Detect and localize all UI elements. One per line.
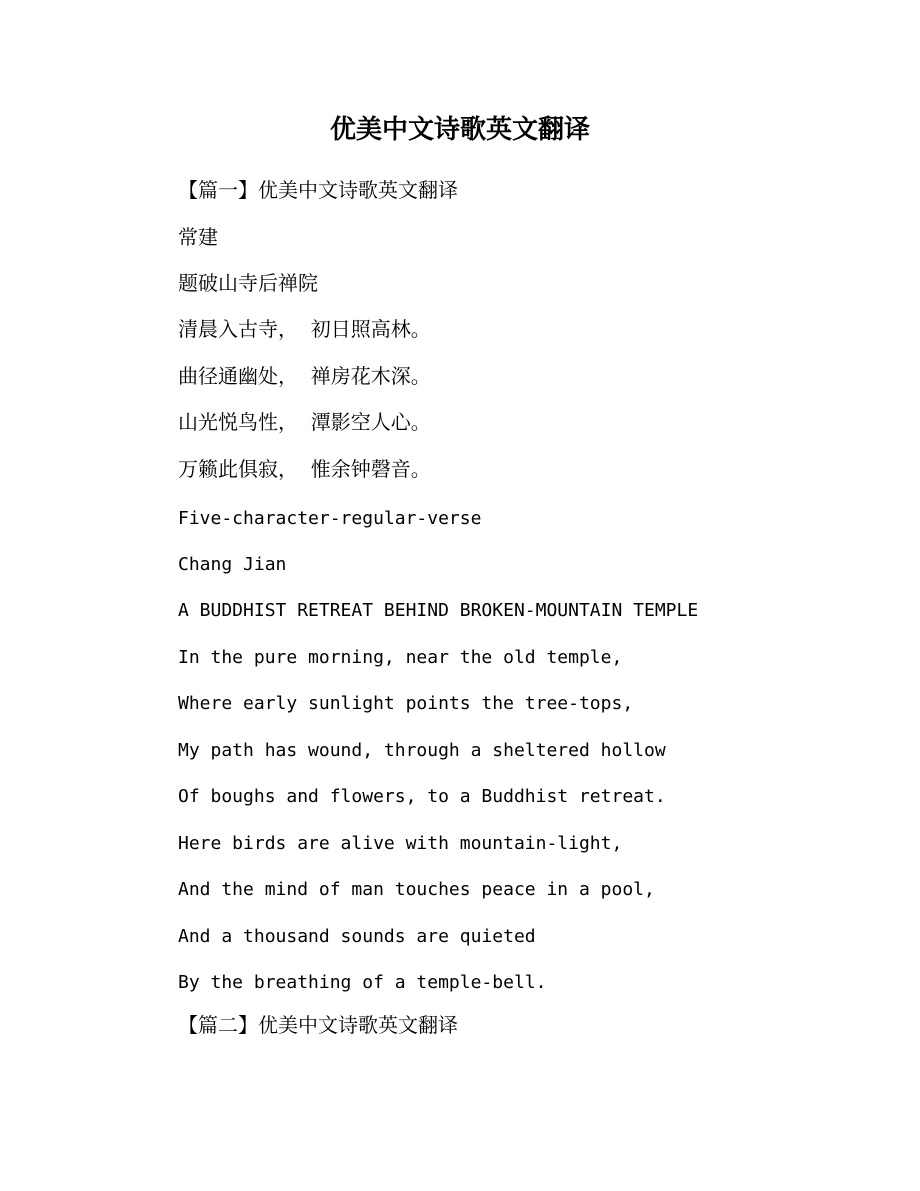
poem-line-cn: 万籁此俱寂， 惟余钟磬音。 [178, 457, 431, 481]
poem-title-cn: 题破山寺后禅院 [178, 271, 318, 295]
poem-author-en: Chang Jian [178, 554, 287, 575]
poem-line-en: Of boughs and flowers, to a Buddhist retreat. [178, 786, 666, 807]
section-heading-1: 【篇一】优美中文诗歌英文翻译 [178, 178, 458, 202]
poem-line-en: My path has wound, through a sheltered hollow [178, 740, 666, 761]
poem-line-cn: 曲径通幽处， 禅房花木深。 [178, 364, 431, 388]
document-title: 优美中文诗歌英文翻译 [329, 115, 590, 145]
poem-line-en: In the pure morning, near the old temple, [178, 647, 623, 668]
poem-line-en: Where early sunlight points the tree-tops, [178, 693, 634, 714]
poem-line-en: By the breathing of a temple-bell. [178, 972, 547, 993]
poem-line-en: And a thousand sounds are quieted [178, 926, 536, 947]
poem-author-cn: 常建 [178, 225, 218, 249]
poem-title-en: A BUDDHIST RETREAT BEHIND BROKEN-MOUNTAIN TEMPLE [178, 600, 699, 621]
poem-line-en: And the mind of man touches peace in a pool, [178, 879, 655, 900]
section-heading-2: 【篇二】优美中文诗歌英文翻译 [178, 1013, 458, 1037]
poem-form-en: Five-character-regular-verse [178, 508, 482, 529]
poem-line-cn: 清晨入古寺， 初日照高林。 [178, 317, 431, 341]
poem-line-cn: 山光悦鸟性， 潭影空人心。 [178, 410, 431, 434]
poem-line-en: Here birds are alive with mountain-light, [178, 833, 623, 854]
